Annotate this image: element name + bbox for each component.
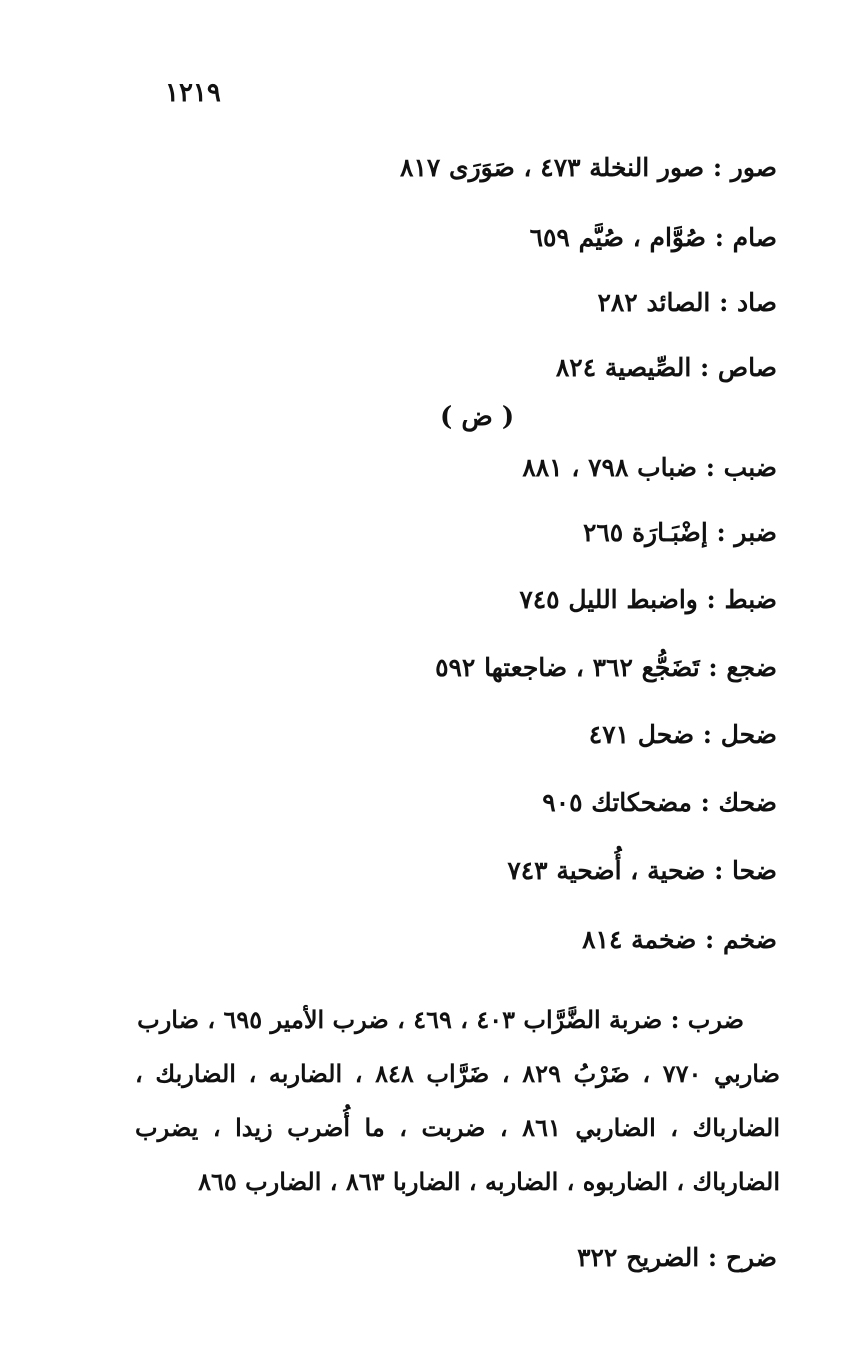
index-entry: صام : صُوَّام ، صُيَّم ٦٥٩ [529, 223, 777, 252]
index-entry: صاد : الصائد ٢٨٢ [597, 288, 777, 317]
index-entry: ضبر : إضْبَـارَة ٢٦٥ [582, 518, 777, 547]
index-entry: ضجع : تَضَجُّع ٣٦٢ ، ضاجعتها ٥٩٢ [435, 653, 777, 682]
index-entry: ضحا : ضحية ، أُضحية ٧٤٣ [507, 856, 777, 885]
index-entry: ضبب : ضباب ٧٩٨ ، ٨٨١ [522, 453, 777, 482]
index-entry: ضحل : ضحل ٤٧١ [588, 720, 777, 749]
index-entry-continuation: ضاربي ٧٧٠ ، ضَرْبُ ٨٢٩ ، ضَرَّاب ٨٤٨ ، الضاربه ، الضاربك ، الضارباك ، الضاربي ٨٦١ ، ضربت ، ما أُضرب زيدا ، يضرب الضارباك ، الضاربوه ، الضاربه ، الضاربا ٨٦٣ ، الضارب ٨٦٥ [135, 1059, 780, 1196]
index-entry-paragraph [135, 993, 780, 1209]
index-entry: ضحك : مضحكاتك ٩٠٥ [542, 788, 777, 817]
index-entry: ضخم : ضخمة ٨١٤ [582, 925, 777, 954]
page-number: ١٢١٩ [165, 78, 221, 108]
index-entry: ضرح : الضريح ٣٢٢ [577, 1243, 777, 1272]
index-entry: ضبط : واضبط الليل ٧٤٥ [519, 585, 777, 614]
index-entry-head: ضرب : ضربة الضَّرَّاب ٤٠٣ ، ٤٦٩ ، ضرب الأمير ٦٩٥ ، ضارب [137, 1005, 744, 1034]
section-letter-heading: ( ض ) [440, 402, 515, 432]
index-entry: صاص : الصِّيصية ٨٢٤ [555, 353, 777, 382]
index-entry: صور : صور النخلة ٤٧٣ ، صَوَرَى ٨١٧ [400, 153, 777, 182]
